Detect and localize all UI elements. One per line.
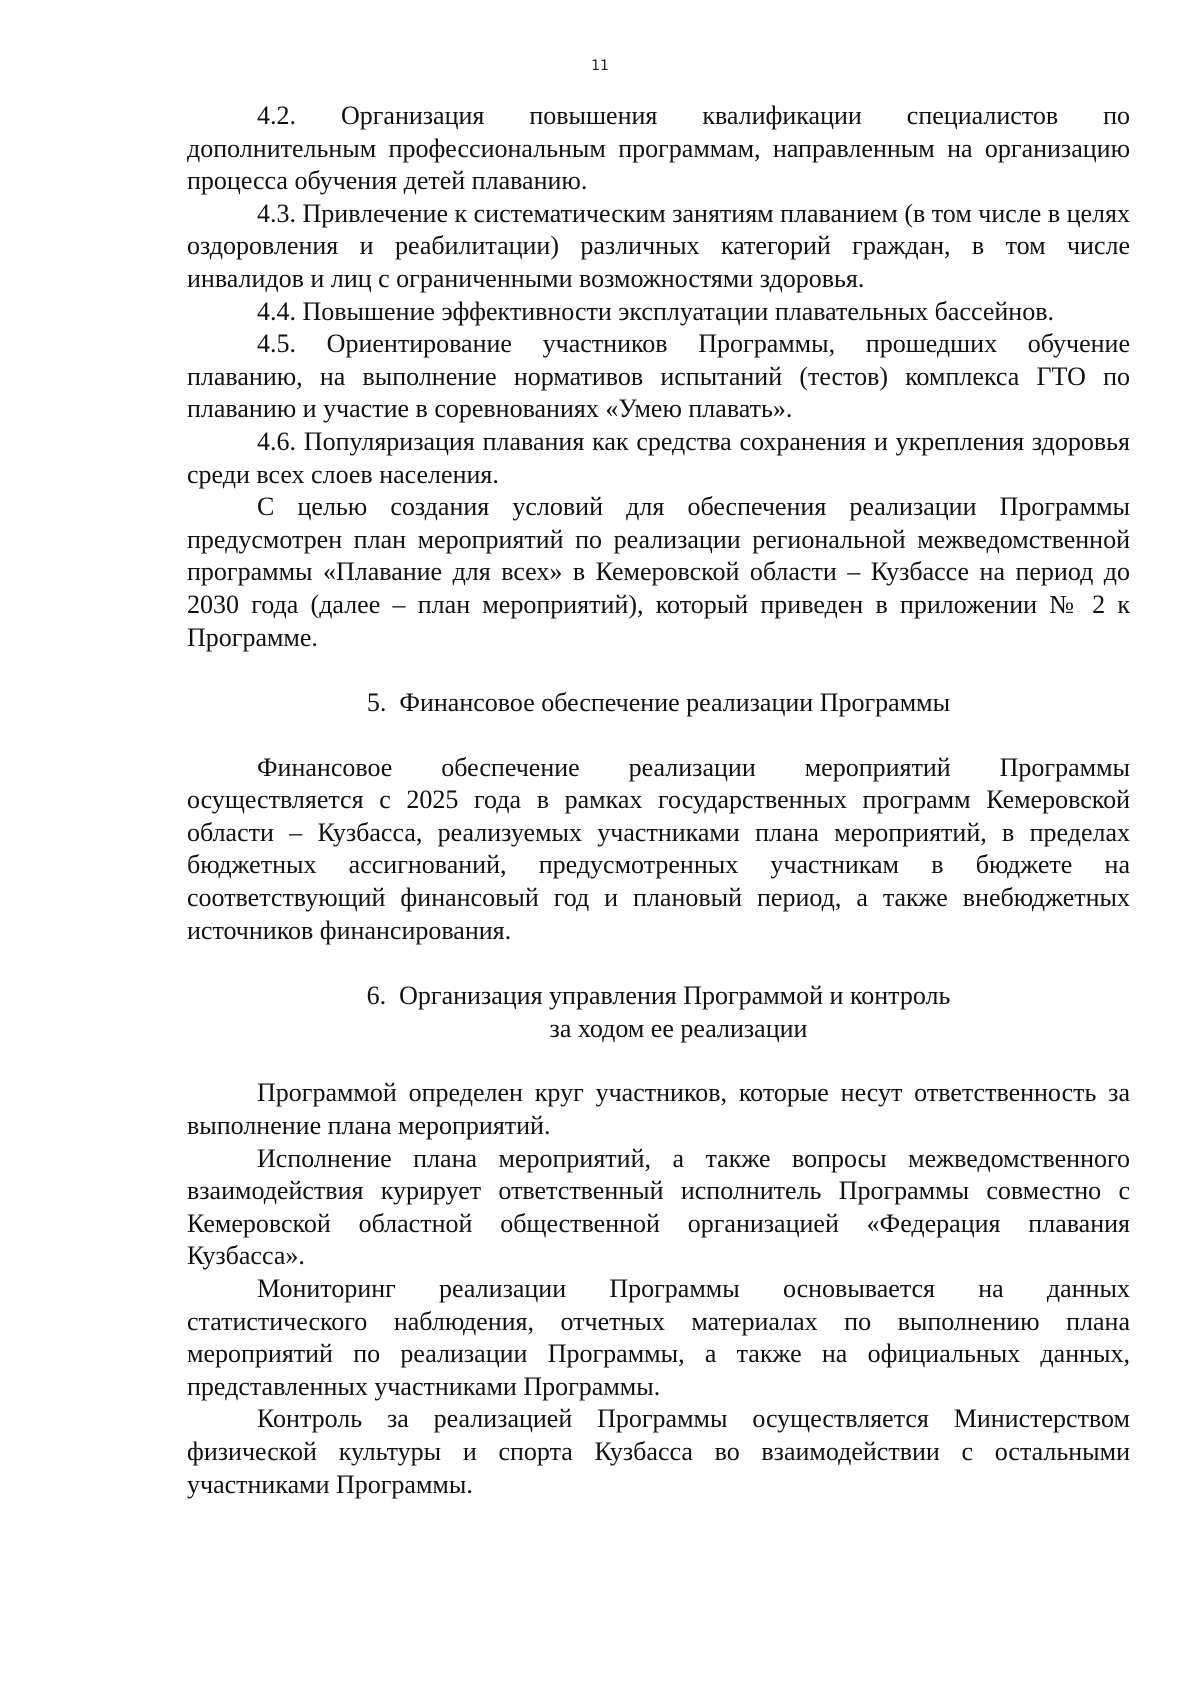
section-6-title-line-1: 6. Организация управления Программой и контроль <box>366 981 951 1011</box>
section-6-title-line-2: за ходом ее реализации <box>549 1013 808 1043</box>
section-6-paragraph-participants: Программой определен круг участников, которые несут ответственность за выполнение плана мероприятий. <box>187 1078 1130 1141</box>
paragraph-plan: С целью создания условий для обеспечения реализации Программы предусмотрен план мероприятий по реализации региональной межведомственной программы «Плавание для всех» в Кемеровской области – Кузбассе на период до 2030 года (далее – план мероприятий), который приведен в приложении № 2 к Программе. <box>187 492 1130 652</box>
section-6-paragraph-execution: Исполнение плана мероприятий, а также вопросы межведомственного взаимодействия курирует ответственный исполнитель Программы совместно с Кемеровской областной общественной организацией «Федерация плавания Кузбасса». <box>187 1143 1130 1271</box>
section-6-paragraph-monitoring: Мониторинг реализации Программы основывается на данных статистического наблюдения, отчетных материалах по выполнению плана мероприятий по реализации Программы, а также на официальных данных, представленных участниками Программы. <box>187 1274 1130 1401</box>
paragraph-4-4: 4.4. Повышение эффективности эксплуатации плавательных бассейнов. <box>257 296 1054 326</box>
paragraph-4-5: 4.5. Ориентирование участников Программы, прошедших обучение плаванию, на выполнение нормативов испытаний (тестов) комплекса ГТО по плаванию и участие в соревнованиях «Умею плавать». <box>187 329 1130 424</box>
page-number: 11 <box>591 58 609 74</box>
section-6-title <box>187 980 1130 1045</box>
section-6-paragraph-control: Контроль за реализацией Программы осуществляется Министерством физической культуры и спорта Кузбасса во взаимодействии с остальными участниками Программы. <box>187 1404 1130 1499</box>
paragraph-4-2: 4.2. Организация повышения квалификации специалистов по дополнительным профессиональным программам, направленным на организацию процесса обучения детей плаванию. <box>187 101 1130 196</box>
paragraph-4-3: 4.3. Привлечение к систематическим занятиям плаванием (в том числе в целях оздоровления и реабилитации) различных категорий граждан, в том числе инвалидов и лиц с ограниченными возможностями здоровья. <box>187 198 1130 293</box>
section-5-title: 5. Финансовое обеспечение реализации Программы <box>366 688 951 718</box>
paragraph-4-6: 4.6. Популяризация плавания как средства сохранения и укрепления здоровья среди всех слоев населения. <box>187 426 1130 489</box>
document-body <box>187 100 1130 1501</box>
section-5-paragraph: Финансовое обеспечение реализации мероприятий Программы осуществляется с 2025 года в рамках государственных программ Кемеровской области – Кузбасса, реализуемых участниками плана мероприятий, в пределах бюджетных ассигнований, предусмотренных участникам в бюджете на соответствующий финансовый год и плановый период, а также внебюджетных источников финансирования. <box>187 752 1130 945</box>
